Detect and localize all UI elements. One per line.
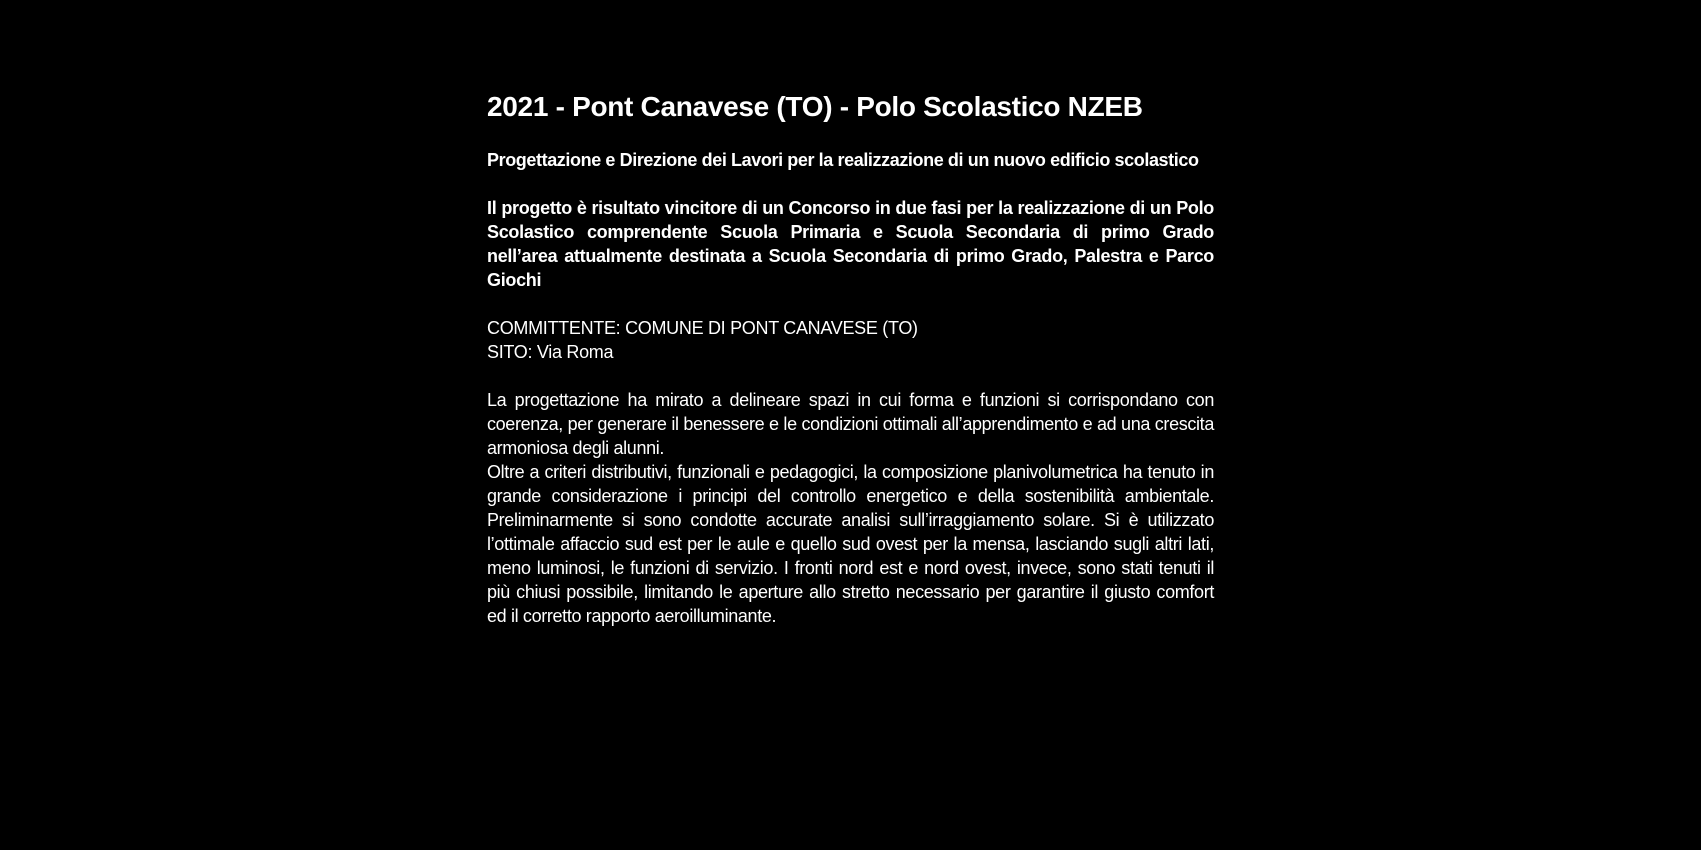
project-title: 2021 - Pont Canavese (TO) - Polo Scolastico NZEB — [487, 91, 1143, 122]
project-intro: Il progetto è risultato vincitore di un Concorso in due fasi per la realizzazione di un Polo Scolastico comprendente Scuola Primaria e Scuola Secondaria di primo Grado nell’area attualmente destinata a Scuola Secondaria di primo Grado, Palestra e Parco Giochi — [487, 198, 1214, 290]
description-paragraph-1: La progettazione ha mirato a delineare spazi in cui forma e funzioni si corrispondano con coerenza, per generare il benessere e le condizioni ottimali all’apprendimento e ad una crescita armoniosa degli alunni. — [487, 390, 1214, 458]
site-line: SITO: Via Roma — [487, 342, 614, 362]
project-subtitle: Progettazione e Direzione dei Lavori per la realizzazione di un nuovo edificio scolastico — [487, 150, 1199, 170]
project-description — [487, 86, 1214, 628]
client-line: COMMITTENTE: COMUNE DI PONT CANAVESE (TO) — [487, 318, 918, 338]
description-paragraph-2: Oltre a criteri distributivi, funzionali e pedagogici, la composizione planivolumetrica ha tenuto in grande considerazione i principi del controllo energetico e della sostenibilità ambientale. Preliminarmente si sono condotte accurate analisi sull’irraggiamento solare. Si è utilizzato l’ottimale affaccio sud est per le aule e quello sud ovest per la mensa, lasciando sugli altri lati, meno luminosi, le funzioni di servizio. I fronti nord est e nord ovest, invece, sono stati tenuti il più chiusi possibile, limitando le aperture allo stretto necessario per garantire il giusto comfort ed il corretto rapporto aeroilluminante. — [487, 462, 1214, 626]
project-meta — [487, 316, 1214, 364]
